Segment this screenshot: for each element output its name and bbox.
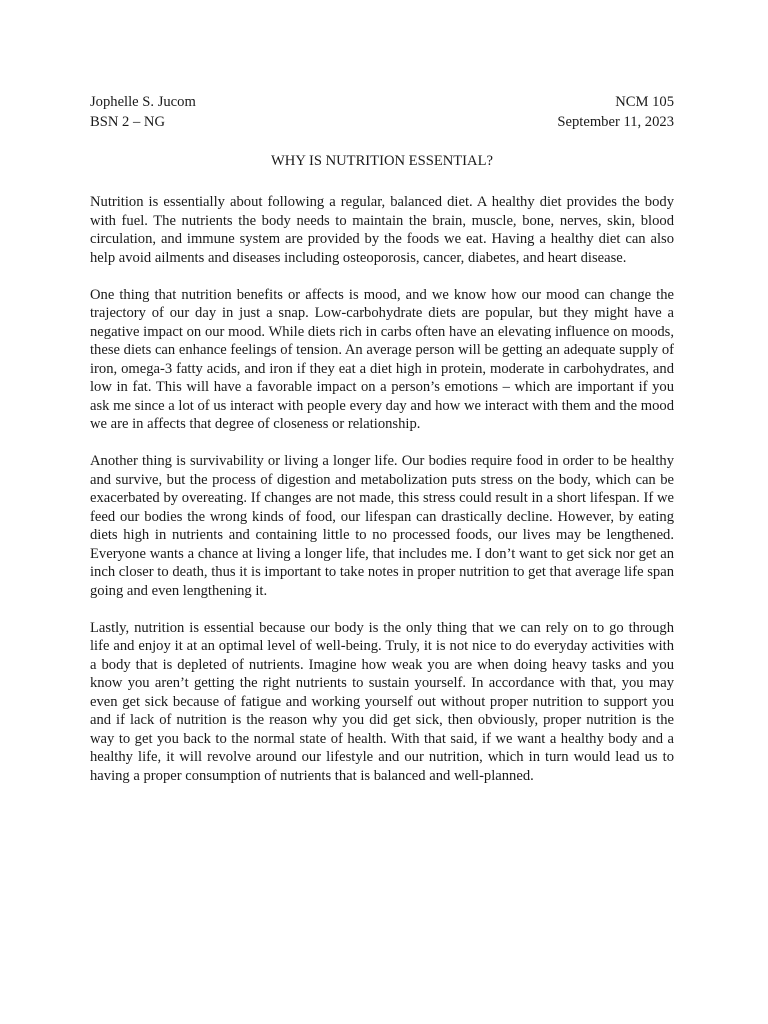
paragraph-1: Nutrition is essentially about following a regular, balanced diet. A healthy diet provides the body with fuel. The nutrients the body needs to maintain the brain, muscle, bone, nerves, skin, blood circulation, and immune system are provided by the foods we eat. Having a healthy diet can also help avoid ailments and diseases including osteoporosis, cancer, diabetes, and heart disease. (90, 194, 674, 266)
course-code: NCM 105 (615, 94, 674, 110)
paragraph-4: Lastly, nutrition is essential because our body is the only thing that we can rely on to go through life and enjoy it at an optimal level of well-being. Truly, it is not nice to do everyday activities with a body that is depleted of nutrients. Imagine how weak you are when doing heavy tasks and you know you aren’t getting the right nutrients to sustain yourself. In accordance with that, you may even get sick because of fatigue and working yourself out without proper nutrition to support you and if lack of nutrition is the reason why you did get sick, then obviously, proper nutrition is the way to get you back to the normal state of health. With that said, if we want a healthy body and a healthy life, it will revolve around our lifestyle and our nutrition, which in turn would lead us to having a proper consumption of nutrients that is balanced and well-planned. (90, 619, 674, 784)
course-info (557, 92, 674, 132)
paragraph-2: One thing that nutrition benefits or affects is mood, and we know how our mood can change the trajectory of our day in just a snap. Low-carbohydrate diets are popular, but they might have a negative impact on our mood. While diets rich in carbs often have an elevating influence on moods, these diets can enhance feelings of tension. An average person will be getting an adequate supply of iron, omega-3 fatty acids, and iron if they eat a diet high in protein, moderate in carbohydrates, and low in fat. This will have a favorable impact on a person’s emotions – which are important if you ask me since a lot of us interact with people every day and how we interact with them and the mood we are in affects that degree of closeness or relationship. (90, 286, 674, 432)
paragraph-3: Another thing is survivability or living a longer life. Our bodies require food in order to be healthy and survive, but the process of digestion and metabolization puts stress on the body, which can be exacerbated by overeating. If changes are not made, this stress could result in a short lifespan. If we feed our bodies the wrong kinds of food, our lifespan can drastically decline. However, by eating diets high in nutrients and containing little to no processed foods, our lives may be lengthened. Everyone wants a chance at living a longer life, that includes me. I don’t want to get sick nor get an inch closer to death, thus it is important to take notes in proper nutrition to get that average life span going and even lengthening it. (90, 453, 674, 599)
essay-body (90, 193, 674, 804)
student-info (90, 92, 196, 132)
document-header (90, 92, 674, 132)
essay-title: WHY IS NUTRITION ESSENTIAL? (271, 153, 493, 169)
document-date: September 11, 2023 (557, 114, 674, 130)
student-name: Jophelle S. Jucom (90, 94, 196, 110)
student-program: BSN 2 – NG (90, 114, 166, 130)
